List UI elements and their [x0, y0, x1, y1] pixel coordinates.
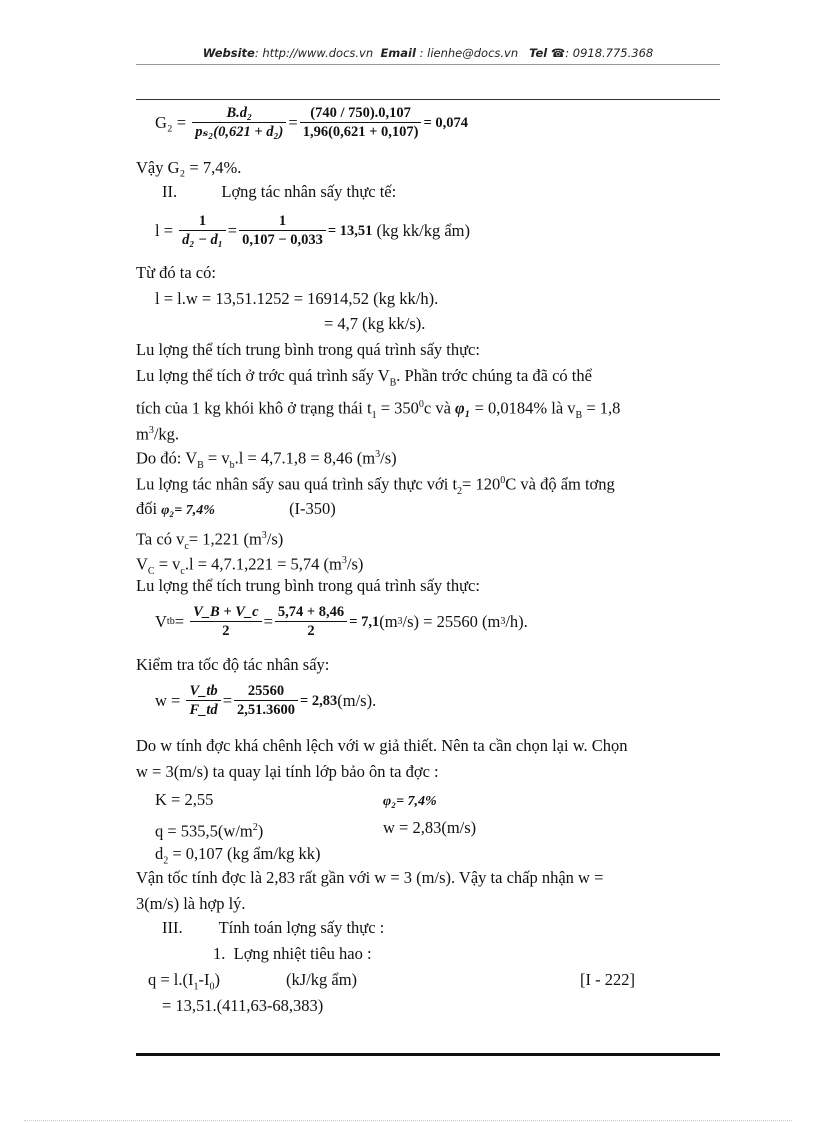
vtb-frac1-den: 2 — [222, 623, 230, 639]
vtb-frac2-den: 2 — [307, 623, 315, 639]
text: = 120 — [462, 474, 501, 494]
q-calculation: = 13,51.(411,63-68,383) — [162, 996, 324, 1015]
email-link[interactable]: : lienhe@docs.vn — [419, 46, 519, 60]
g2-result: = 0,074 — [423, 114, 468, 131]
w-formula: w = $\frac{V\_tb}{F\_td}$ = $\frac{25560}{2,51.3600}$ = 2,83 (m/s). — [155, 683, 377, 718]
section-2-number: II. — [162, 182, 178, 201]
text: Lu lợng thể tích ở trớc quá trình sấy V — [136, 366, 390, 385]
param-q — [155, 818, 263, 842]
website-link[interactable]: : http://www.docs.vn — [254, 46, 374, 60]
equals: = — [174, 611, 185, 631]
l-frac2-num: 1 — [239, 212, 326, 231]
paragraph-recompute-line-1: Do w tính đợc khá chênh lệch với w giả thiết. Nên ta cần chọn lại w. Chọn — [136, 736, 628, 755]
superscript: 2 — [252, 822, 258, 833]
page-header — [136, 46, 720, 60]
text: ) — [214, 970, 221, 989]
section-3-heading — [162, 918, 384, 938]
vtb-formula: V tb = $\frac{V\_B + V\_c}{2}$ = $\frac{5,74 + 8,46}{2}$ = 7,1 (m 3 /s) = 25560 (m 3 /h). — [155, 604, 528, 639]
w-unit: (m/s). — [337, 690, 377, 710]
subscript: tb — [166, 615, 175, 627]
text: Ta có v — [136, 529, 185, 549]
l-unit: (kg kk/kg ẩm) — [376, 220, 470, 240]
g2-fraction-numeric — [300, 104, 422, 141]
text: -I — [198, 970, 210, 989]
text: . Phần trớc chúng ta đã có thể — [396, 366, 592, 385]
l-flow-line-2: = 4,7 (kg kk/s). — [324, 314, 426, 333]
text: ) — [257, 821, 264, 841]
vtb-frac2-num: 5,74 + 8,46 — [275, 603, 347, 622]
email-label: Email — [380, 46, 416, 60]
phi-symbol: φ₁ — [455, 398, 471, 418]
paragraph-average-volume: Lu lợng thể tích trung bình trong quá trình sấy thực: — [136, 576, 480, 595]
superscript: 3 — [375, 449, 381, 460]
subscript: B — [197, 459, 204, 471]
l-formula: l = $\frac{1}{\text{d₂ − d₁}}$ = $\frac{1}{0,107 - 0,033}$ = 13,51 (kg kk/kg ẩm) — [155, 213, 470, 248]
text: C và độ ẩm tơng — [505, 474, 615, 494]
subsection-1-title: Lợng nhiệt tiêu hao : — [233, 944, 372, 963]
g2-conclusion: Vậy G₂ = 7,4%. — [136, 158, 242, 177]
subsection-1-number: 1. — [213, 944, 226, 963]
vtb-frac1-num: V_B + V_c — [193, 604, 259, 620]
text: = 0,107 (kg ẩm/kg kk) — [168, 844, 321, 863]
text: đối — [136, 499, 162, 518]
text: /s) — [346, 554, 364, 574]
footer-divider — [136, 1053, 720, 1056]
w-lhs: w = — [155, 690, 181, 710]
section-2-heading — [162, 182, 396, 202]
content-top-divider — [136, 99, 720, 100]
text: = v — [154, 554, 181, 574]
subscript: b — [229, 459, 235, 471]
g2-fraction-symbolic — [192, 104, 286, 141]
subscript: 2 — [163, 855, 169, 867]
l-frac1-den: d₂ − d₁ — [182, 232, 223, 248]
text: tích của 1 kg khói khô ở trạng thái t — [136, 398, 372, 418]
page-edge — [24, 1120, 792, 1121]
phi2-value: φ₂= 7,4% — [383, 794, 437, 809]
subscript: B — [575, 409, 583, 421]
superscript: 3 — [148, 425, 154, 436]
q-formula — [148, 970, 220, 997]
paragraph-after-drying-line-1 — [136, 471, 615, 502]
vtb-fraction-symbolic — [190, 603, 261, 640]
website-label: Website — [202, 46, 255, 60]
vtb-fraction-numeric — [275, 603, 347, 640]
kiem-tra-heading: Kiểm tra tốc độ tác nhân sấy: — [136, 655, 330, 674]
text: /h). — [505, 611, 528, 631]
w-result: = 2,83 — [300, 692, 338, 709]
l-lhs: l = — [155, 220, 174, 240]
subscript: 1 — [193, 981, 199, 993]
subscript: B — [389, 377, 397, 389]
text: = 0,0184% là v — [470, 398, 576, 418]
subscript: 0 — [209, 981, 215, 993]
section-2-title: Lợng tác nhân sấy thực tế: — [221, 182, 397, 201]
l-result: = 13,51 — [327, 222, 373, 239]
text: /kg. — [153, 424, 180, 444]
w-frac2-den: 2,51.3600 — [237, 702, 295, 718]
g2-formula: G₂ = $\frac{\text{B.d₂}}{\text{pₛ₂(0,621 + d₂)}}$ = $\frac{(740 / 750).0,107}{1,96(0,621 + 0,107)}$ = 0,074 — [155, 105, 468, 140]
superscript: 3 — [261, 530, 267, 541]
paragraph-vb-line-1 — [136, 366, 592, 393]
text: = 350 — [376, 398, 419, 418]
superscript: 3 — [341, 555, 347, 566]
q-unit: (kJ/kg ẩm) — [286, 970, 358, 989]
subscript: c — [184, 540, 189, 552]
text: /s) = 25560 (m — [402, 611, 501, 631]
paragraph-volume-heading: Lu lợng thể tích trung bình trong quá trình sấy thực: — [136, 340, 480, 359]
text: Do đó: V — [136, 448, 198, 468]
header-divider — [136, 64, 720, 65]
superscript: 0 — [500, 475, 506, 486]
vtb-result: = 7,1 — [349, 613, 380, 630]
text: c và — [423, 398, 456, 418]
l-frac1-num: 1 — [179, 212, 226, 231]
w-fraction-symbolic — [186, 682, 220, 719]
g2-lhs: G₂ = — [155, 112, 187, 132]
w-fraction-numeric — [234, 682, 298, 719]
subscript: c — [180, 565, 185, 577]
text: .l = 4,7.1,221 = 5,74 (m — [184, 554, 342, 574]
superscript: 3 — [500, 615, 506, 627]
text: = 1,221 (m — [188, 529, 262, 549]
text: q = 535,5(w/m — [155, 821, 253, 841]
reference: (I-350) — [289, 499, 336, 518]
text: = 1,8 — [582, 398, 621, 418]
paragraph-accept-line-1: Vận tốc tính đợc là 2,83 rất gần với w = 3 (m/s). Vậy ta chấp nhận w = — [136, 868, 604, 887]
paragraph-accept-line-2: 3(m/s) là hợp lý. — [136, 894, 246, 913]
g2-frac1-num: B.d₂ — [226, 105, 253, 121]
text: m — [136, 424, 149, 444]
phi-value: φ₂= 7,4% — [161, 503, 215, 518]
l-fraction-numeric — [239, 212, 326, 249]
superscript: 3 — [397, 615, 403, 627]
param-k: K = 2,55 — [155, 790, 214, 809]
l-fraction-symbolic — [179, 212, 226, 249]
section-3-title: Tính toán lợng sấy thực : — [218, 918, 385, 937]
param-phi2 — [383, 790, 437, 812]
subsection-1-heading — [213, 944, 372, 964]
text: V — [136, 554, 148, 574]
l-flow-line-1: l = l.w = 13,51.1252 = 16914,52 (kg kk/h). — [155, 289, 439, 308]
text: /s) — [380, 448, 397, 468]
tu-do-ta-co: Từ đó ta có: — [136, 263, 216, 282]
text: /s) — [266, 529, 284, 549]
paragraph-vb-line-3 — [136, 421, 179, 445]
text: .l = 4,7.1,8 = 8,46 (m — [234, 448, 376, 468]
text: q = l.(I — [148, 970, 194, 989]
text: Lu lợng tác nhân sấy sau quá trình sấy thực với t — [136, 474, 458, 494]
paragraph-vb-line-2 — [136, 395, 620, 426]
subscript: 2 — [457, 485, 463, 497]
q-reference: [I - 222] — [580, 970, 635, 989]
paragraph-recompute-line-2: w = 3(m/s) ta quay lại tính lớp bảo ôn ta đợc : — [136, 762, 439, 781]
superscript: 0 — [418, 399, 424, 410]
text: d — [155, 844, 164, 863]
l-frac2-den: 0,107 − 0,033 — [242, 232, 323, 248]
text: = v — [203, 448, 230, 468]
section-3-number: III. — [162, 918, 183, 937]
subscript: 1 — [371, 409, 377, 421]
tel-value: : 0918.775.368 — [565, 46, 654, 60]
phone-icon: ☎ — [550, 46, 566, 60]
subscript: C — [147, 565, 155, 577]
w-frac2-num: 25560 — [234, 682, 298, 701]
w-frac1-den: F_td — [189, 702, 218, 718]
tel-label: Tel — [529, 46, 548, 60]
text: (m — [379, 611, 398, 631]
w-frac1-num: V_tb — [189, 683, 218, 699]
vtb-lhs: V — [155, 611, 167, 631]
g2-frac1-den: pₛ₂(0,621 + d₂) — [195, 124, 284, 140]
param-w: w = 2,83(m/s) — [383, 818, 477, 837]
g2-frac2-den: 1,96(0,621 + 0,107) — [302, 124, 419, 140]
g2-frac2-num: (740 / 750).0,107 — [300, 104, 422, 123]
paragraph-after-drying-line-2 — [136, 499, 336, 521]
